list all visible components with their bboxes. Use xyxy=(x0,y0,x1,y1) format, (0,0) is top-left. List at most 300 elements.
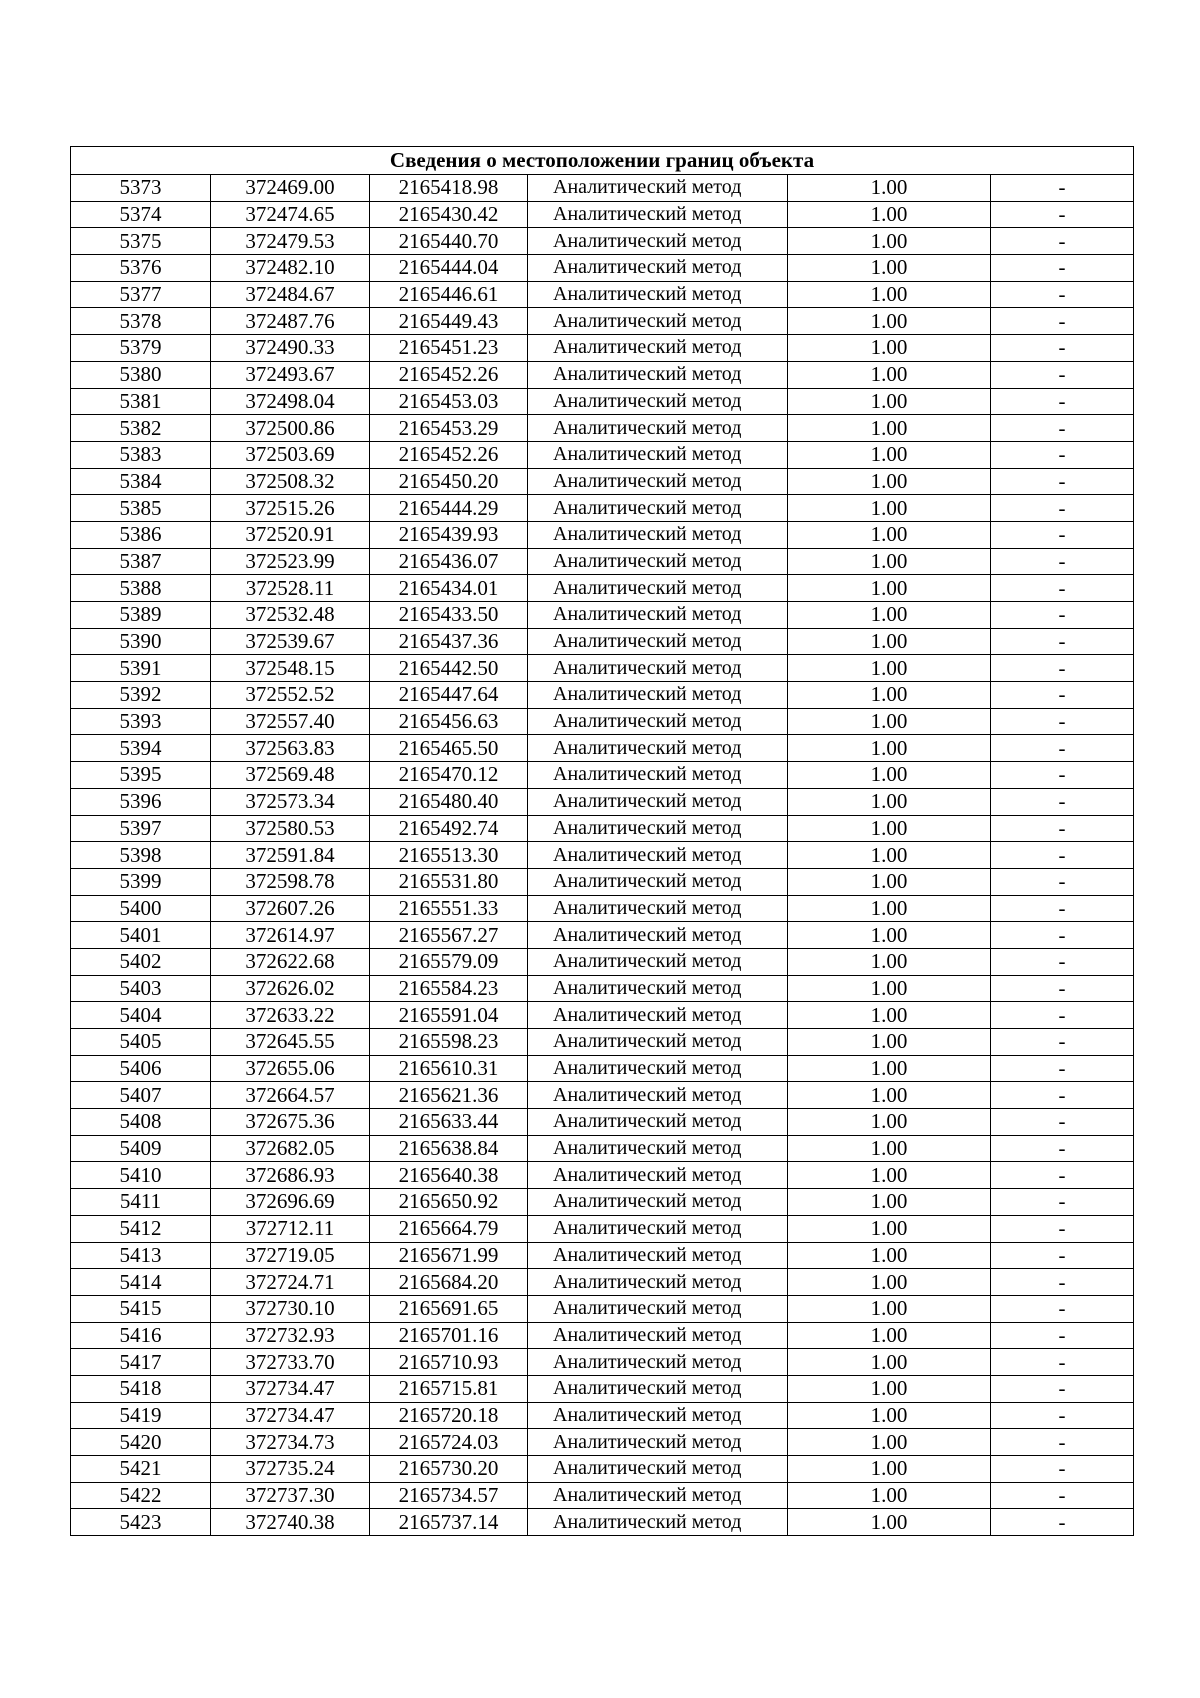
table-row xyxy=(71,1082,1134,1109)
description-cell: - xyxy=(991,1242,1134,1269)
x-coordinate-cell: 372493.67 xyxy=(211,361,370,388)
accuracy-cell: 1.00 xyxy=(788,1482,991,1509)
method-cell: Аналитический метод xyxy=(528,175,788,202)
table-row xyxy=(71,255,1134,282)
description-cell: - xyxy=(991,281,1134,308)
method-cell: Аналитический метод xyxy=(528,1002,788,1029)
description-cell: - xyxy=(991,1002,1134,1029)
y-coordinate-cell: 2165664.79 xyxy=(370,1215,528,1242)
y-coordinate-cell: 2165465.50 xyxy=(370,735,528,762)
x-coordinate-cell: 372508.32 xyxy=(211,468,370,495)
method-cell: Аналитический метод xyxy=(528,1429,788,1456)
x-coordinate-cell: 372532.48 xyxy=(211,602,370,629)
description-cell: - xyxy=(991,468,1134,495)
y-coordinate-cell: 2165730.20 xyxy=(370,1456,528,1483)
y-coordinate-cell: 2165440.70 xyxy=(370,228,528,255)
point-number-cell: 5408 xyxy=(71,1109,211,1136)
point-number-cell: 5387 xyxy=(71,548,211,575)
x-coordinate-cell: 372732.93 xyxy=(211,1322,370,1349)
table-row xyxy=(71,1375,1134,1402)
table-body xyxy=(71,175,1134,1536)
description-cell: - xyxy=(991,1322,1134,1349)
y-coordinate-cell: 2165715.81 xyxy=(370,1375,528,1402)
method-cell: Аналитический метод xyxy=(528,1322,788,1349)
y-coordinate-cell: 2165633.44 xyxy=(370,1109,528,1136)
y-coordinate-cell: 2165453.29 xyxy=(370,415,528,442)
table-row xyxy=(71,1402,1134,1429)
point-number-cell: 5399 xyxy=(71,868,211,895)
x-coordinate-cell: 372686.93 xyxy=(211,1162,370,1189)
description-cell: - xyxy=(991,735,1134,762)
x-coordinate-cell: 372719.05 xyxy=(211,1242,370,1269)
y-coordinate-cell: 2165452.26 xyxy=(370,441,528,468)
x-coordinate-cell: 372548.15 xyxy=(211,655,370,682)
description-cell: - xyxy=(991,1402,1134,1429)
method-cell: Аналитический метод xyxy=(528,1162,788,1189)
method-cell: Аналитический метод xyxy=(528,1215,788,1242)
point-number-cell: 5402 xyxy=(71,948,211,975)
description-cell: - xyxy=(991,1055,1134,1082)
method-cell: Аналитический метод xyxy=(528,655,788,682)
accuracy-cell: 1.00 xyxy=(788,1055,991,1082)
method-cell: Аналитический метод xyxy=(528,415,788,442)
accuracy-cell: 1.00 xyxy=(788,495,991,522)
table-row xyxy=(71,388,1134,415)
x-coordinate-cell: 372498.04 xyxy=(211,388,370,415)
table-row xyxy=(71,922,1134,949)
point-number-cell: 5382 xyxy=(71,415,211,442)
y-coordinate-cell: 2165551.33 xyxy=(370,895,528,922)
point-number-cell: 5385 xyxy=(71,495,211,522)
accuracy-cell: 1.00 xyxy=(788,842,991,869)
table-row xyxy=(71,1509,1134,1536)
description-cell: - xyxy=(991,255,1134,282)
method-cell: Аналитический метод xyxy=(528,1349,788,1376)
y-coordinate-cell: 2165470.12 xyxy=(370,762,528,789)
point-number-cell: 5420 xyxy=(71,1429,211,1456)
point-number-cell: 5414 xyxy=(71,1269,211,1296)
method-cell: Аналитический метод xyxy=(528,1189,788,1216)
accuracy-cell: 1.00 xyxy=(788,1375,991,1402)
point-number-cell: 5386 xyxy=(71,521,211,548)
x-coordinate-cell: 372503.69 xyxy=(211,441,370,468)
y-coordinate-cell: 2165453.03 xyxy=(370,388,528,415)
y-coordinate-cell: 2165640.38 xyxy=(370,1162,528,1189)
description-cell: - xyxy=(991,441,1134,468)
accuracy-cell: 1.00 xyxy=(788,948,991,975)
description-cell: - xyxy=(991,788,1134,815)
method-cell: Аналитический метод xyxy=(528,255,788,282)
accuracy-cell: 1.00 xyxy=(788,1295,991,1322)
y-coordinate-cell: 2165450.20 xyxy=(370,468,528,495)
x-coordinate-cell: 372528.11 xyxy=(211,575,370,602)
description-cell: - xyxy=(991,1029,1134,1056)
y-coordinate-cell: 2165434.01 xyxy=(370,575,528,602)
point-number-cell: 5406 xyxy=(71,1055,211,1082)
point-number-cell: 5395 xyxy=(71,762,211,789)
point-number-cell: 5375 xyxy=(71,228,211,255)
method-cell: Аналитический метод xyxy=(528,361,788,388)
accuracy-cell: 1.00 xyxy=(788,308,991,335)
x-coordinate-cell: 372614.97 xyxy=(211,922,370,949)
point-number-cell: 5397 xyxy=(71,815,211,842)
description-cell: - xyxy=(991,975,1134,1002)
y-coordinate-cell: 2165437.36 xyxy=(370,628,528,655)
x-coordinate-cell: 372682.05 xyxy=(211,1135,370,1162)
x-coordinate-cell: 372622.68 xyxy=(211,948,370,975)
point-number-cell: 5378 xyxy=(71,308,211,335)
y-coordinate-cell: 2165710.93 xyxy=(370,1349,528,1376)
table-row xyxy=(71,1295,1134,1322)
table-row xyxy=(71,815,1134,842)
method-cell: Аналитический метод xyxy=(528,682,788,709)
description-cell: - xyxy=(991,388,1134,415)
table-row xyxy=(71,335,1134,362)
description-cell: - xyxy=(991,708,1134,735)
x-coordinate-cell: 372563.83 xyxy=(211,735,370,762)
y-coordinate-cell: 2165724.03 xyxy=(370,1429,528,1456)
table-row xyxy=(71,1189,1134,1216)
x-coordinate-cell: 372645.55 xyxy=(211,1029,370,1056)
table-row xyxy=(71,495,1134,522)
table-row xyxy=(71,548,1134,575)
method-cell: Аналитический метод xyxy=(528,468,788,495)
x-coordinate-cell: 372539.67 xyxy=(211,628,370,655)
point-number-cell: 5415 xyxy=(71,1295,211,1322)
point-number-cell: 5422 xyxy=(71,1482,211,1509)
y-coordinate-cell: 2165439.93 xyxy=(370,521,528,548)
y-coordinate-cell: 2165442.50 xyxy=(370,655,528,682)
method-cell: Аналитический метод xyxy=(528,521,788,548)
accuracy-cell: 1.00 xyxy=(788,1509,991,1536)
table-row xyxy=(71,1135,1134,1162)
description-cell: - xyxy=(991,948,1134,975)
table-row xyxy=(71,1055,1134,1082)
description-cell: - xyxy=(991,1135,1134,1162)
table-row xyxy=(71,628,1134,655)
accuracy-cell: 1.00 xyxy=(788,281,991,308)
method-cell: Аналитический метод xyxy=(528,1242,788,1269)
description-cell: - xyxy=(991,1349,1134,1376)
method-cell: Аналитический метод xyxy=(528,1295,788,1322)
description-cell: - xyxy=(991,1375,1134,1402)
table-row xyxy=(71,1215,1134,1242)
table-row xyxy=(71,1002,1134,1029)
x-coordinate-cell: 372733.70 xyxy=(211,1349,370,1376)
x-coordinate-cell: 372737.30 xyxy=(211,1482,370,1509)
accuracy-cell: 1.00 xyxy=(788,1269,991,1296)
method-cell: Аналитический метод xyxy=(528,815,788,842)
description-cell: - xyxy=(991,201,1134,228)
x-coordinate-cell: 372712.11 xyxy=(211,1215,370,1242)
description-cell: - xyxy=(991,495,1134,522)
y-coordinate-cell: 2165444.04 xyxy=(370,255,528,282)
x-coordinate-cell: 372598.78 xyxy=(211,868,370,895)
table-row xyxy=(71,868,1134,895)
description-cell: - xyxy=(991,575,1134,602)
method-cell: Аналитический метод xyxy=(528,441,788,468)
y-coordinate-cell: 2165446.61 xyxy=(370,281,528,308)
y-coordinate-cell: 2165621.36 xyxy=(370,1082,528,1109)
x-coordinate-cell: 372734.47 xyxy=(211,1402,370,1429)
table-row xyxy=(71,1456,1134,1483)
accuracy-cell: 1.00 xyxy=(788,1162,991,1189)
method-cell: Аналитический метод xyxy=(528,708,788,735)
table-row xyxy=(71,655,1134,682)
table-row xyxy=(71,415,1134,442)
accuracy-cell: 1.00 xyxy=(788,201,991,228)
y-coordinate-cell: 2165737.14 xyxy=(370,1509,528,1536)
description-cell: - xyxy=(991,1509,1134,1536)
method-cell: Аналитический метод xyxy=(528,388,788,415)
table-row xyxy=(71,788,1134,815)
accuracy-cell: 1.00 xyxy=(788,975,991,1002)
x-coordinate-cell: 372633.22 xyxy=(211,1002,370,1029)
point-number-cell: 5403 xyxy=(71,975,211,1002)
description-cell: - xyxy=(991,762,1134,789)
y-coordinate-cell: 2165579.09 xyxy=(370,948,528,975)
y-coordinate-cell: 2165480.40 xyxy=(370,788,528,815)
description-cell: - xyxy=(991,1269,1134,1296)
point-number-cell: 5373 xyxy=(71,175,211,202)
description-cell: - xyxy=(991,682,1134,709)
x-coordinate-cell: 372735.24 xyxy=(211,1456,370,1483)
accuracy-cell: 1.00 xyxy=(788,788,991,815)
table-row xyxy=(71,1109,1134,1136)
x-coordinate-cell: 372484.67 xyxy=(211,281,370,308)
table-row xyxy=(71,1429,1134,1456)
accuracy-cell: 1.00 xyxy=(788,628,991,655)
table-row xyxy=(71,975,1134,1002)
x-coordinate-cell: 372580.53 xyxy=(211,815,370,842)
accuracy-cell: 1.00 xyxy=(788,1429,991,1456)
method-cell: Аналитический метод xyxy=(528,948,788,975)
accuracy-cell: 1.00 xyxy=(788,175,991,202)
x-coordinate-cell: 372487.76 xyxy=(211,308,370,335)
description-cell: - xyxy=(991,1482,1134,1509)
x-coordinate-cell: 372523.99 xyxy=(211,548,370,575)
accuracy-cell: 1.00 xyxy=(788,575,991,602)
table-row xyxy=(71,1322,1134,1349)
method-cell: Аналитический метод xyxy=(528,762,788,789)
y-coordinate-cell: 2165449.43 xyxy=(370,308,528,335)
description-cell: - xyxy=(991,1109,1134,1136)
method-cell: Аналитический метод xyxy=(528,548,788,575)
method-cell: Аналитический метод xyxy=(528,735,788,762)
point-number-cell: 5423 xyxy=(71,1509,211,1536)
y-coordinate-cell: 2165701.16 xyxy=(370,1322,528,1349)
y-coordinate-cell: 2165650.92 xyxy=(370,1189,528,1216)
point-number-cell: 5410 xyxy=(71,1162,211,1189)
point-number-cell: 5383 xyxy=(71,441,211,468)
table-row xyxy=(71,468,1134,495)
point-number-cell: 5401 xyxy=(71,922,211,949)
method-cell: Аналитический метод xyxy=(528,1109,788,1136)
method-cell: Аналитический метод xyxy=(528,868,788,895)
y-coordinate-cell: 2165444.29 xyxy=(370,495,528,522)
accuracy-cell: 1.00 xyxy=(788,868,991,895)
description-cell: - xyxy=(991,868,1134,895)
x-coordinate-cell: 372696.69 xyxy=(211,1189,370,1216)
x-coordinate-cell: 372515.26 xyxy=(211,495,370,522)
description-cell: - xyxy=(991,815,1134,842)
y-coordinate-cell: 2165451.23 xyxy=(370,335,528,362)
y-coordinate-cell: 2165452.26 xyxy=(370,361,528,388)
x-coordinate-cell: 372607.26 xyxy=(211,895,370,922)
point-number-cell: 5411 xyxy=(71,1189,211,1216)
description-cell: - xyxy=(991,548,1134,575)
description-cell: - xyxy=(991,335,1134,362)
x-coordinate-cell: 372474.65 xyxy=(211,201,370,228)
description-cell: - xyxy=(991,1429,1134,1456)
accuracy-cell: 1.00 xyxy=(788,1322,991,1349)
boundary-coordinates-table xyxy=(70,146,1134,1536)
x-coordinate-cell: 372500.86 xyxy=(211,415,370,442)
accuracy-cell: 1.00 xyxy=(788,228,991,255)
table-row xyxy=(71,735,1134,762)
method-cell: Аналитический метод xyxy=(528,201,788,228)
method-cell: Аналитический метод xyxy=(528,1135,788,1162)
method-cell: Аналитический метод xyxy=(528,1402,788,1429)
point-number-cell: 5394 xyxy=(71,735,211,762)
method-cell: Аналитический метод xyxy=(528,628,788,655)
y-coordinate-cell: 2165433.50 xyxy=(370,602,528,629)
point-number-cell: 5417 xyxy=(71,1349,211,1376)
description-cell: - xyxy=(991,1162,1134,1189)
accuracy-cell: 1.00 xyxy=(788,1349,991,1376)
point-number-cell: 5381 xyxy=(71,388,211,415)
y-coordinate-cell: 2165430.42 xyxy=(370,201,528,228)
description-cell: - xyxy=(991,922,1134,949)
accuracy-cell: 1.00 xyxy=(788,441,991,468)
point-number-cell: 5412 xyxy=(71,1215,211,1242)
table-row xyxy=(71,361,1134,388)
table-row xyxy=(71,762,1134,789)
accuracy-cell: 1.00 xyxy=(788,1215,991,1242)
point-number-cell: 5392 xyxy=(71,682,211,709)
point-number-cell: 5376 xyxy=(71,255,211,282)
method-cell: Аналитический метод xyxy=(528,1269,788,1296)
point-number-cell: 5390 xyxy=(71,628,211,655)
y-coordinate-cell: 2165720.18 xyxy=(370,1402,528,1429)
method-cell: Аналитический метод xyxy=(528,895,788,922)
point-number-cell: 5388 xyxy=(71,575,211,602)
method-cell: Аналитический метод xyxy=(528,975,788,1002)
table-row xyxy=(71,228,1134,255)
point-number-cell: 5421 xyxy=(71,1456,211,1483)
y-coordinate-cell: 2165734.57 xyxy=(370,1482,528,1509)
accuracy-cell: 1.00 xyxy=(788,708,991,735)
table-row xyxy=(71,708,1134,735)
table-row xyxy=(71,1349,1134,1376)
x-coordinate-cell: 372734.73 xyxy=(211,1429,370,1456)
table-row xyxy=(71,575,1134,602)
accuracy-cell: 1.00 xyxy=(788,1029,991,1056)
y-coordinate-cell: 2165638.84 xyxy=(370,1135,528,1162)
point-number-cell: 5398 xyxy=(71,842,211,869)
method-cell: Аналитический метод xyxy=(528,575,788,602)
y-coordinate-cell: 2165513.30 xyxy=(370,842,528,869)
x-coordinate-cell: 372469.00 xyxy=(211,175,370,202)
x-coordinate-cell: 372520.91 xyxy=(211,521,370,548)
y-coordinate-cell: 2165691.65 xyxy=(370,1295,528,1322)
description-cell: - xyxy=(991,1295,1134,1322)
accuracy-cell: 1.00 xyxy=(788,468,991,495)
y-coordinate-cell: 2165436.07 xyxy=(370,548,528,575)
x-coordinate-cell: 372573.34 xyxy=(211,788,370,815)
point-number-cell: 5404 xyxy=(71,1002,211,1029)
y-coordinate-cell: 2165456.63 xyxy=(370,708,528,735)
accuracy-cell: 1.00 xyxy=(788,548,991,575)
table-row xyxy=(71,682,1134,709)
accuracy-cell: 1.00 xyxy=(788,682,991,709)
point-number-cell: 5391 xyxy=(71,655,211,682)
method-cell: Аналитический метод xyxy=(528,842,788,869)
accuracy-cell: 1.00 xyxy=(788,255,991,282)
point-number-cell: 5416 xyxy=(71,1322,211,1349)
point-number-cell: 5379 xyxy=(71,335,211,362)
table-row xyxy=(71,1242,1134,1269)
x-coordinate-cell: 372552.52 xyxy=(211,682,370,709)
y-coordinate-cell: 2165671.99 xyxy=(370,1242,528,1269)
table-row xyxy=(71,201,1134,228)
table-row xyxy=(71,1029,1134,1056)
table-row xyxy=(71,308,1134,335)
y-coordinate-cell: 2165598.23 xyxy=(370,1029,528,1056)
description-cell: - xyxy=(991,361,1134,388)
method-cell: Аналитический метод xyxy=(528,1055,788,1082)
table-row xyxy=(71,441,1134,468)
point-number-cell: 5418 xyxy=(71,1375,211,1402)
description-cell: - xyxy=(991,842,1134,869)
point-number-cell: 5393 xyxy=(71,708,211,735)
method-cell: Аналитический метод xyxy=(528,922,788,949)
point-number-cell: 5389 xyxy=(71,602,211,629)
point-number-cell: 5409 xyxy=(71,1135,211,1162)
description-cell: - xyxy=(991,1189,1134,1216)
method-cell: Аналитический метод xyxy=(528,1456,788,1483)
description-cell: - xyxy=(991,228,1134,255)
point-number-cell: 5413 xyxy=(71,1242,211,1269)
method-cell: Аналитический метод xyxy=(528,1082,788,1109)
y-coordinate-cell: 2165447.64 xyxy=(370,682,528,709)
accuracy-cell: 1.00 xyxy=(788,521,991,548)
x-coordinate-cell: 372724.71 xyxy=(211,1269,370,1296)
point-number-cell: 5419 xyxy=(71,1402,211,1429)
accuracy-cell: 1.00 xyxy=(788,735,991,762)
description-cell: - xyxy=(991,1456,1134,1483)
point-number-cell: 5377 xyxy=(71,281,211,308)
description-cell: - xyxy=(991,1215,1134,1242)
description-cell: - xyxy=(991,628,1134,655)
table-row xyxy=(71,521,1134,548)
point-number-cell: 5407 xyxy=(71,1082,211,1109)
description-cell: - xyxy=(991,415,1134,442)
description-cell: - xyxy=(991,1082,1134,1109)
table-row xyxy=(71,281,1134,308)
method-cell: Аналитический метод xyxy=(528,495,788,522)
accuracy-cell: 1.00 xyxy=(788,1402,991,1429)
table-row xyxy=(71,175,1134,202)
description-cell: - xyxy=(991,895,1134,922)
description-cell: - xyxy=(991,521,1134,548)
x-coordinate-cell: 372569.48 xyxy=(211,762,370,789)
accuracy-cell: 1.00 xyxy=(788,1456,991,1483)
method-cell: Аналитический метод xyxy=(528,1375,788,1402)
y-coordinate-cell: 2165531.80 xyxy=(370,868,528,895)
accuracy-cell: 1.00 xyxy=(788,762,991,789)
x-coordinate-cell: 372655.06 xyxy=(211,1055,370,1082)
